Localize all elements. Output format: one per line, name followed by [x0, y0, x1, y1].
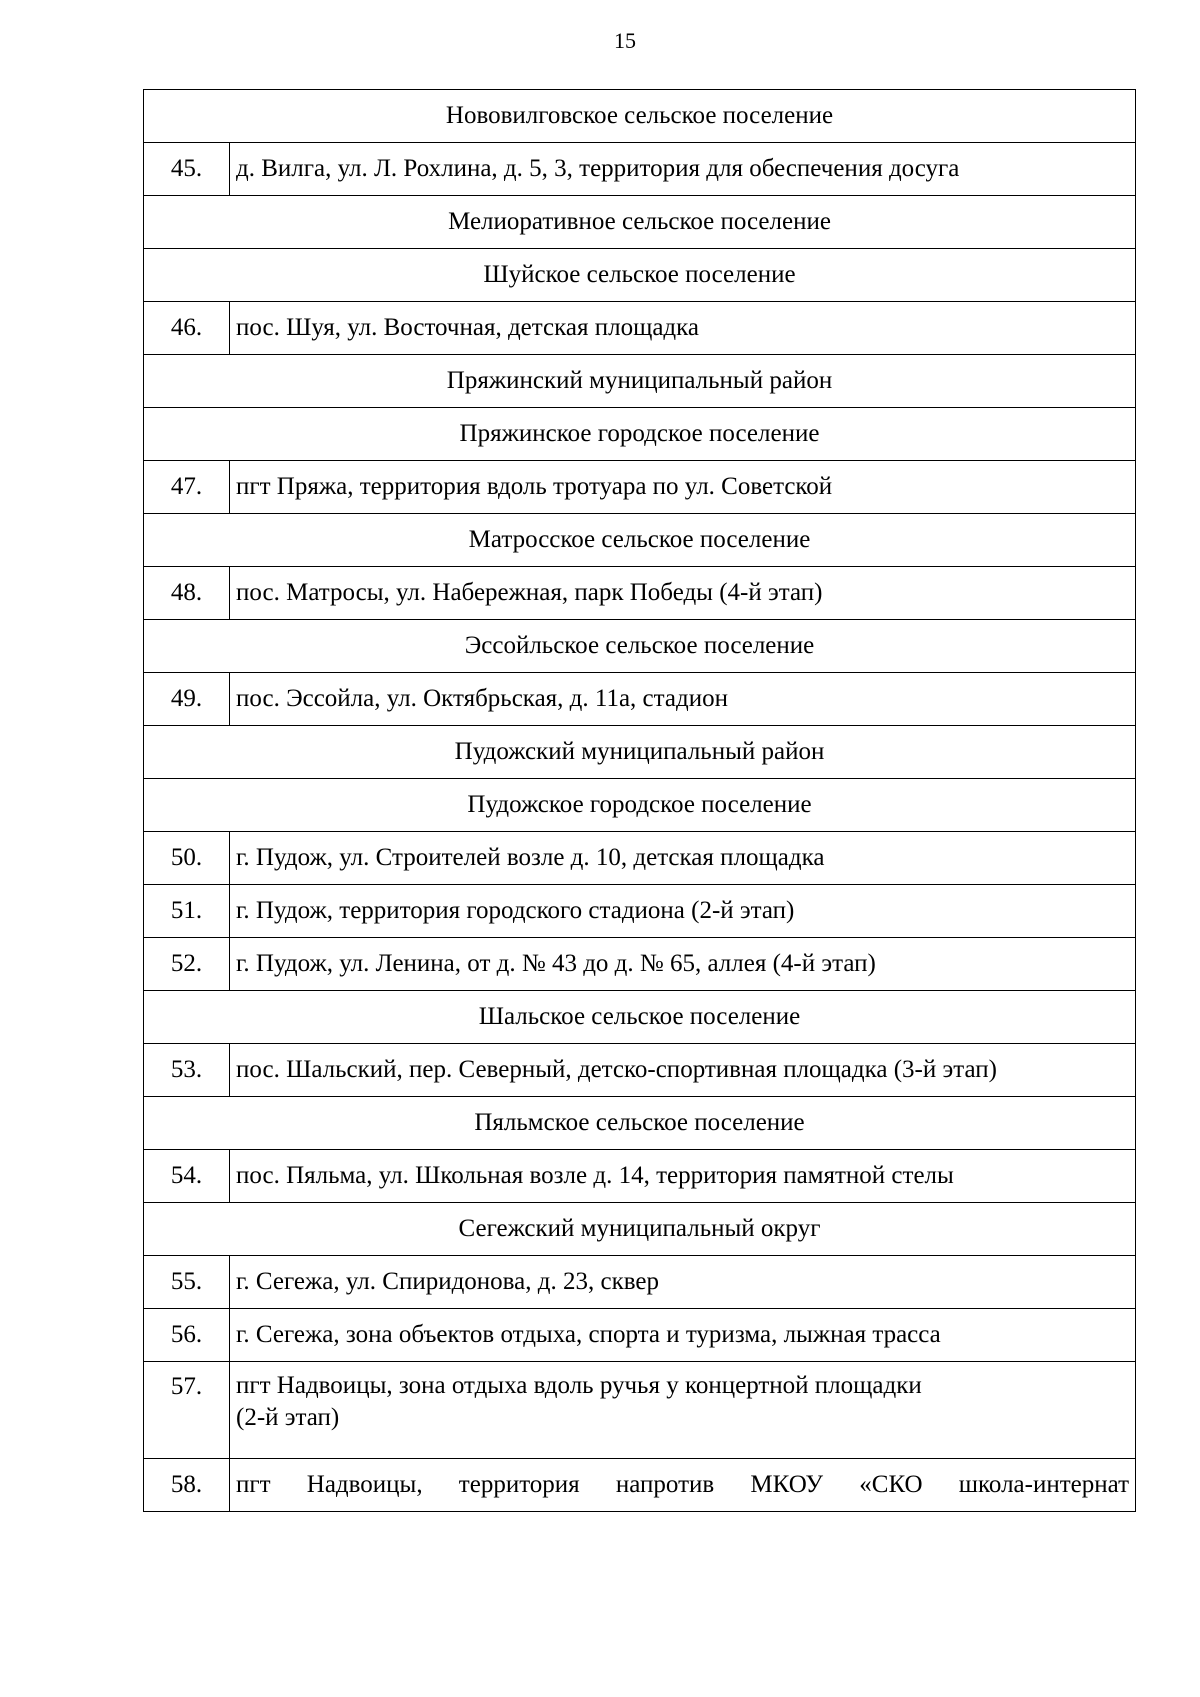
row-number: 48. — [144, 567, 230, 620]
table-row — [144, 1309, 1136, 1362]
table-row — [144, 1256, 1136, 1309]
row-description: пос. Пяльма, ул. Школьная возле д. 14, территория памятной стелы — [230, 1150, 1136, 1203]
row-number: 55. — [144, 1256, 230, 1309]
row-description: г. Сегежа, ул. Спиридонова, д. 23, сквер — [230, 1256, 1136, 1309]
table-row — [144, 143, 1136, 196]
row-description: пос. Эссойла, ул. Октябрьская, д. 11а, стадион — [230, 673, 1136, 726]
section-row — [144, 196, 1136, 249]
row-number: 52. — [144, 938, 230, 991]
section-row — [144, 1203, 1136, 1256]
section-row — [144, 726, 1136, 779]
section-row — [144, 355, 1136, 408]
row-description: пгт Надвоицы, территория напротив МКОУ «СКО школа-интернат — [230, 1459, 1136, 1512]
row-description-line-2: (2-й этап) — [236, 1404, 340, 1431]
row-number: 58. — [144, 1459, 230, 1512]
row-description: г. Пудож, территория городского стадиона (2-й этап) — [230, 885, 1136, 938]
row-number: 45. — [144, 143, 230, 196]
section-heading: Пяльмское сельское поселение — [144, 1097, 1136, 1150]
row-description: г. Пудож, ул. Ленина, от д. № 43 до д. № 65, аллея (4-й этап) — [230, 938, 1136, 991]
row-number: 49. — [144, 673, 230, 726]
section-row — [144, 90, 1136, 143]
table-row — [144, 1459, 1136, 1512]
section-heading: Шальское сельское поселение — [144, 991, 1136, 1044]
section-row — [144, 991, 1136, 1044]
section-row — [144, 408, 1136, 461]
table-row — [144, 567, 1136, 620]
row-description: д. Вилга, ул. Л. Рохлина, д. 5, 3, территория для обеспечения досуга — [230, 143, 1136, 196]
section-heading: Пряжинский муниципальный район — [144, 355, 1136, 408]
section-heading: Матросское сельское поселение — [144, 514, 1136, 567]
section-row — [144, 1097, 1136, 1150]
row-description: пос. Шальский, пер. Северный, детско-спортивная площадка (3-й этап) — [230, 1044, 1136, 1097]
row-number: 50. — [144, 832, 230, 885]
table-row — [144, 1362, 1136, 1459]
row-description — [230, 1362, 1136, 1459]
row-number: 47. — [144, 461, 230, 514]
row-number: 46. — [144, 302, 230, 355]
section-heading: Пряжинское городское поселение — [144, 408, 1136, 461]
table-row — [144, 1044, 1136, 1097]
table-row — [144, 673, 1136, 726]
row-number: 51. — [144, 885, 230, 938]
row-number: 56. — [144, 1309, 230, 1362]
row-description-line-1: пгт Надвоицы, зона отдыха вдоль ручья у концертной площадки — [236, 1372, 922, 1399]
table-row — [144, 461, 1136, 514]
page-number: 15 — [614, 28, 636, 53]
section-heading: Пудожский муниципальный район — [144, 726, 1136, 779]
table-row — [144, 302, 1136, 355]
table-row — [144, 885, 1136, 938]
row-description: г. Пудож, ул. Строителей возле д. 10, детская площадка — [230, 832, 1136, 885]
row-number: 53. — [144, 1044, 230, 1097]
table-row — [144, 1150, 1136, 1203]
section-row — [144, 779, 1136, 832]
section-heading: Мелиоративное сельское поселение — [144, 196, 1136, 249]
table-row — [144, 938, 1136, 991]
section-row — [144, 249, 1136, 302]
row-description: пос. Шуя, ул. Восточная, детская площадка — [230, 302, 1136, 355]
row-number: 57. — [144, 1362, 230, 1459]
objects-table — [143, 89, 1136, 1512]
section-heading: Сегежский муниципальный округ — [144, 1203, 1136, 1256]
table-row — [144, 832, 1136, 885]
section-heading: Шуйское сельское поселение — [144, 249, 1136, 302]
section-heading: Пудожское городское поселение — [144, 779, 1136, 832]
section-row — [144, 514, 1136, 567]
section-heading: Эссойльское сельское поселение — [144, 620, 1136, 673]
section-heading: Нововилговское сельское поселение — [144, 90, 1136, 143]
section-row — [144, 620, 1136, 673]
row-number: 54. — [144, 1150, 230, 1203]
row-description: пгт Пряжа, территория вдоль тротуара по ул. Советской — [230, 461, 1136, 514]
row-description: г. Сегежа, зона объектов отдыха, спорта и туризма, лыжная трасса — [230, 1309, 1136, 1362]
row-description: пос. Матросы, ул. Набережная, парк Победы (4-й этап) — [230, 567, 1136, 620]
